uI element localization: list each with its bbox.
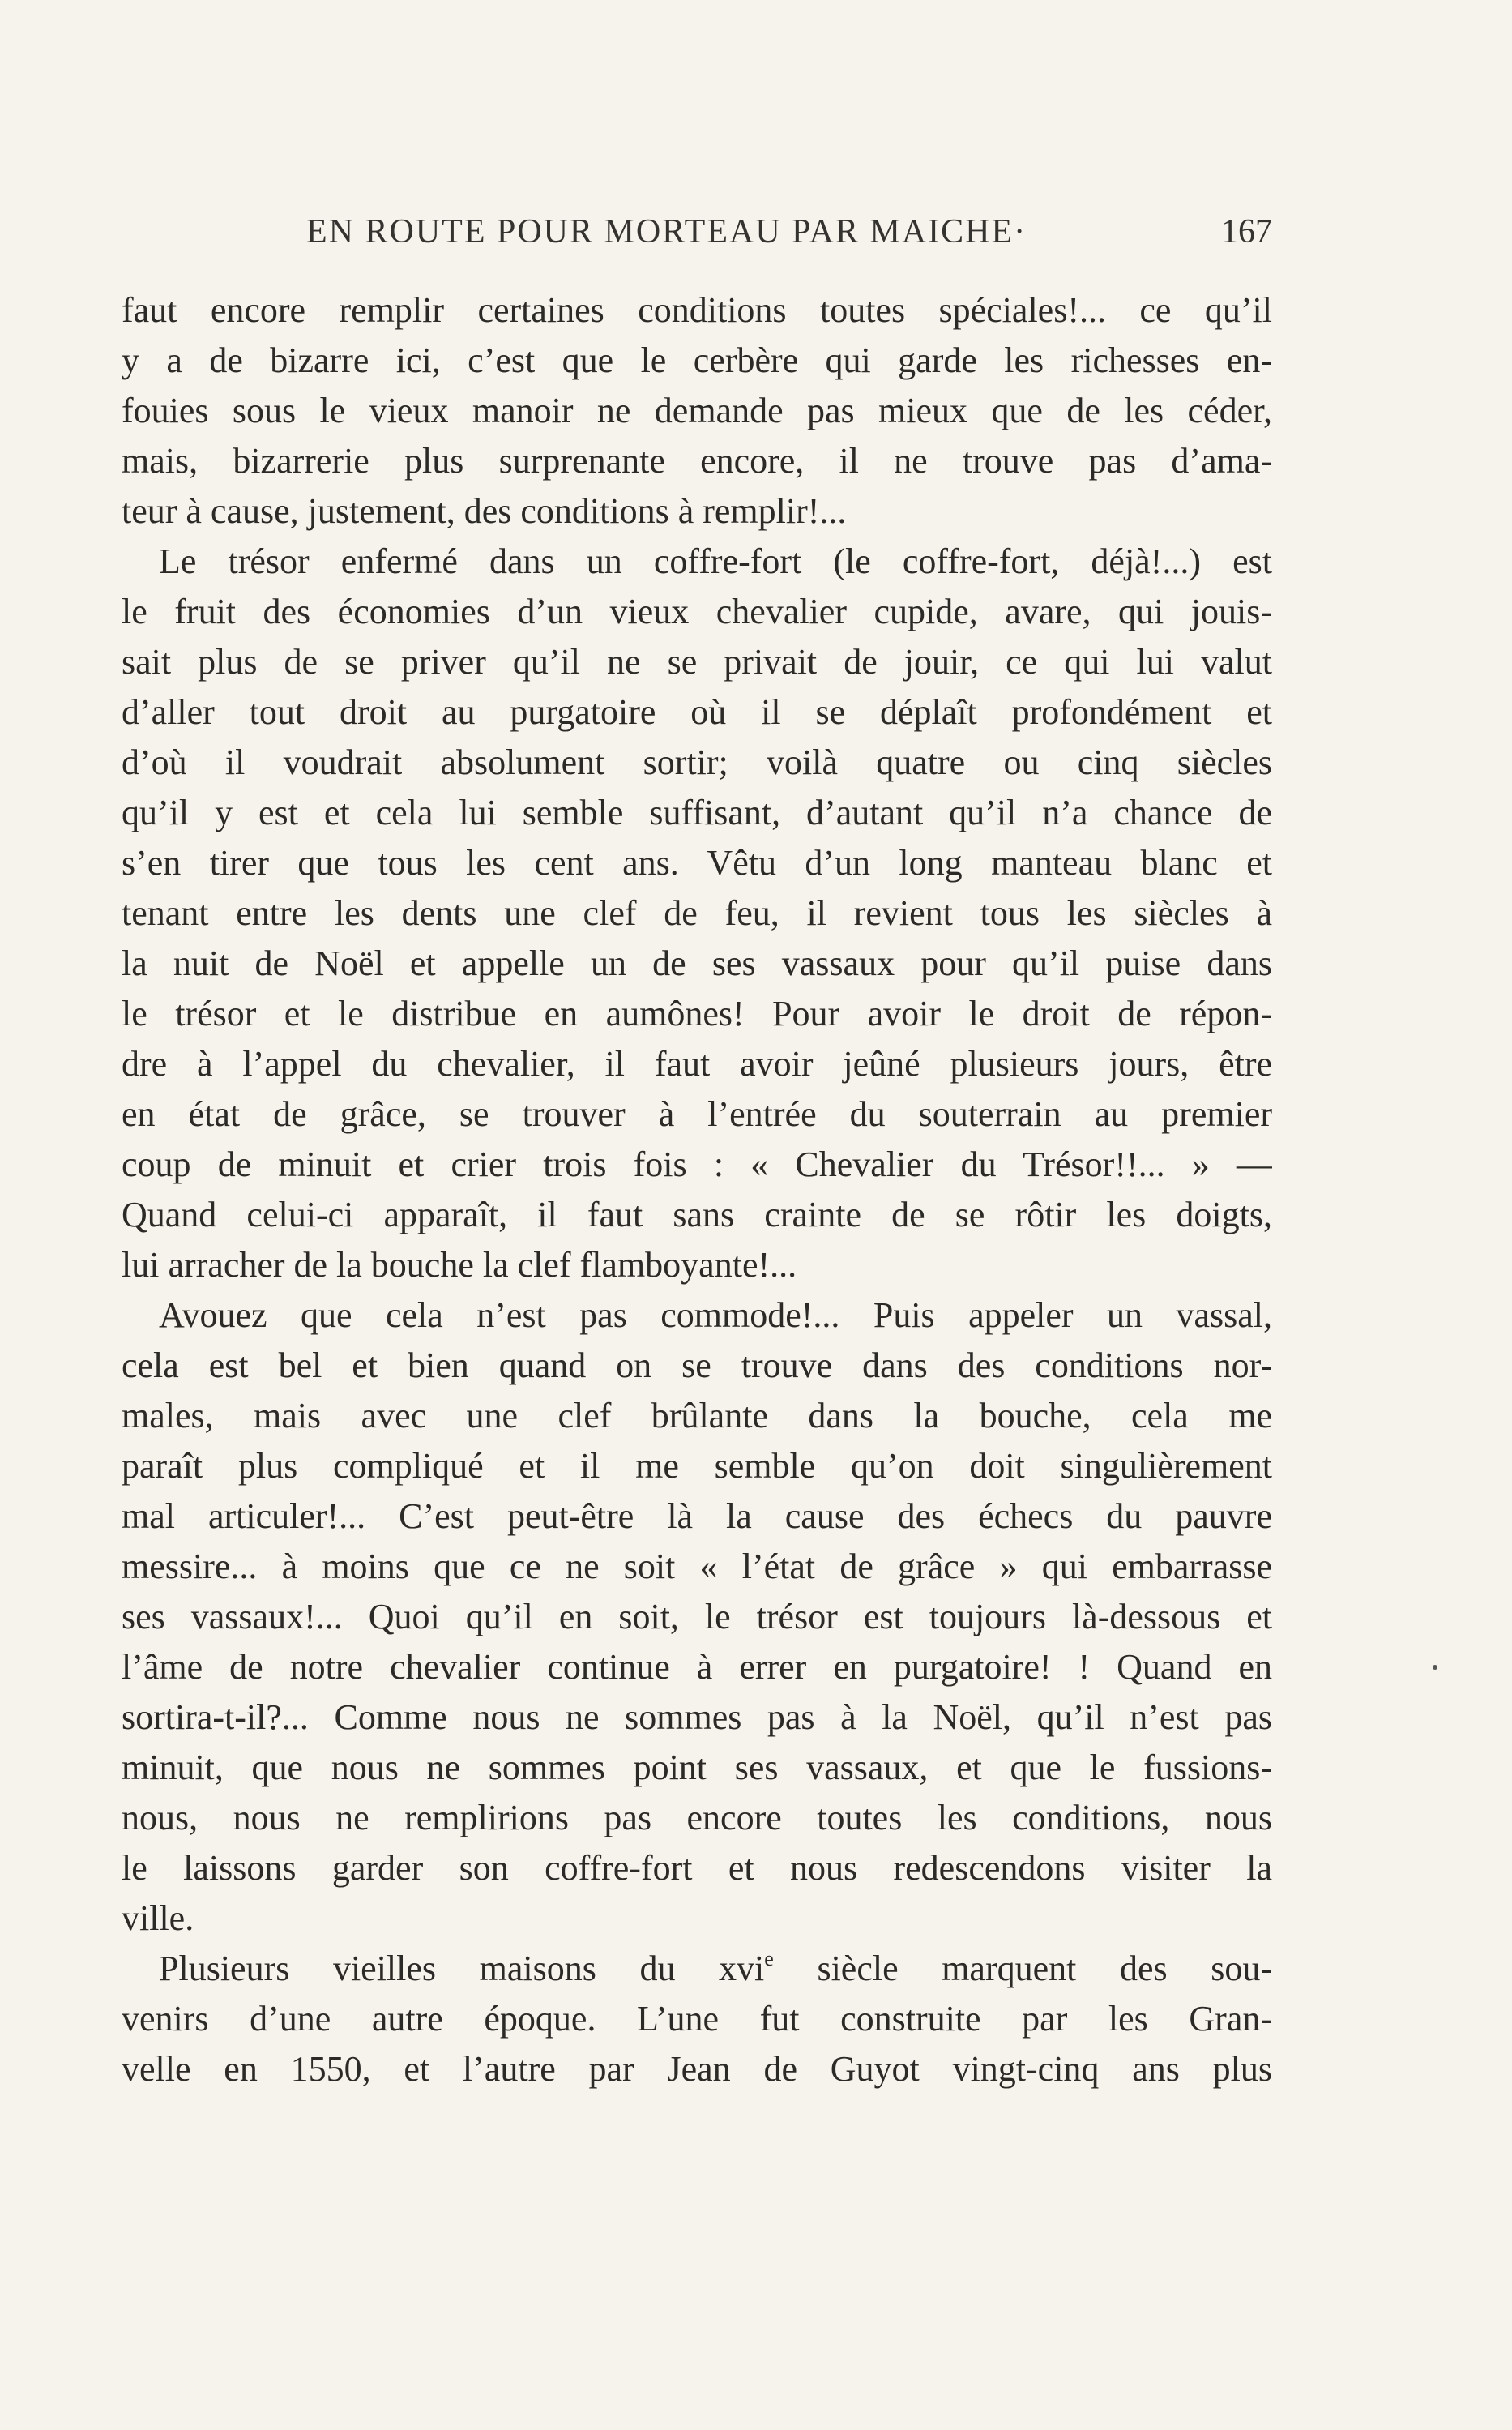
text-fragment: Plusieurs vieilles maisons du xvi	[159, 1949, 765, 1988]
text-line: y a de bizarre ici, c’est que le cerbère qui garde les richesses en-	[122, 340, 1272, 380]
text-line: ses vassaux!... Quoi qu’il en soit, le trésor est toujours là-dessous et	[122, 1597, 1272, 1636]
text-line: d’où il voudrait absolument sortir; voilà quatre ou cinq siècles	[122, 742, 1272, 782]
text-line: males, mais avec une clef brûlante dans la bouche, cela me	[122, 1396, 1272, 1435]
text-line	[122, 1944, 1272, 1994]
body-text	[122, 285, 1272, 2094]
margin-dot	[1433, 1665, 1437, 1670]
text-line: d’aller tout droit au purgatoire où il se déplaît profondément et	[122, 692, 1272, 732]
text-line: Le trésor enfermé dans un coffre-fort (le coffre-fort, déjà!...) est	[159, 541, 1272, 581]
text-line: ville.	[122, 1898, 194, 1938]
text-line: tenant entre les dents une clef de feu, il revient tous les siècles à	[122, 893, 1272, 933]
text-line: le trésor et le distribue en aumônes! Pour avoir le droit de répon-	[122, 994, 1272, 1033]
page-number: 167	[1221, 213, 1272, 250]
text-line: faut encore remplir certaines conditions toutes spéciales!... ce qu’il	[122, 290, 1272, 330]
text-line: la nuit de Noël et appelle un de ses vassaux pour qu’il puise dans	[122, 943, 1272, 983]
text-line: messire... à moins que ce ne soit « l’état de grâce » qui embarrasse	[122, 1547, 1272, 1586]
text-line: le laissons garder son coffre-fort et nous redescendons visiter la	[122, 1848, 1272, 1888]
running-title: EN ROUTE POUR MORTEAU PAR MAICHE·	[306, 213, 1027, 250]
text-line: venirs d’une autre époque. L’une fut construite par les Gran-	[122, 1999, 1272, 2039]
text-line: teur à cause, justement, des conditions à remplir!...	[122, 491, 847, 531]
text-line: dre à l’appel du chevalier, il faut avoir jeûné plusieurs jours, être	[122, 1044, 1272, 1084]
text-line: mais, bizarrerie plus surprenante encore, il ne trouve pas d’ama-	[122, 441, 1272, 481]
text-line: paraît plus compliqué et il me semble qu’on doit singulièrement	[122, 1446, 1272, 1486]
text-line: sortira-t-il?... Comme nous ne sommes pas à la Noël, qu’il n’est pas	[122, 1697, 1272, 1737]
text-line: Avouez que cela n’est pas commode!... Puis appeler un vassal,	[159, 1295, 1272, 1335]
text-line: minuit, que nous ne sommes point ses vassaux, et que le fussions-	[122, 1748, 1272, 1787]
text-line: qu’il y est et cela lui semble suffisant, d’autant qu’il n’a chance de	[122, 793, 1272, 832]
running-header	[122, 212, 1272, 261]
text-fragment: siècle marquent des sou-	[773, 1949, 1272, 1988]
text-line: en état de grâce, se trouver à l’entrée du souterrain au premier	[122, 1094, 1272, 1134]
text-line: s’en tirer que tous les cent ans. Vêtu d’un long manteau blanc et	[122, 843, 1272, 883]
text-line: mal articuler!... C’est peut-être là la cause des échecs du pauvre	[122, 1496, 1272, 1536]
text-line: sait plus de se priver qu’il ne se privait de jouir, ce qui lui valut	[122, 642, 1272, 682]
text-line: fouies sous le vieux manoir ne demande pas mieux que de les céder,	[122, 391, 1272, 430]
text-line: le fruit des économies d’un vieux chevalier cupide, avare, qui jouis-	[122, 592, 1272, 631]
text-line: velle en 1550, et l’autre par Jean de Guyot vingt-cinq ans plus	[122, 2049, 1272, 2089]
text-line: cela est bel et bien quand on se trouve dans des conditions nor-	[122, 1345, 1272, 1385]
text-line: lui arracher de la bouche la clef flamboyante!...	[122, 1245, 797, 1285]
text-line: l’âme de notre chevalier continue à errer en purgatoire! ! Quand en	[122, 1647, 1272, 1687]
text-line: Quand celui-ci apparaît, il faut sans crainte de se rôtir les doigts,	[122, 1195, 1272, 1234]
text-line: coup de minuit et crier trois fois : « Chevalier du Trésor!!... » —	[122, 1144, 1272, 1184]
text-line: nous, nous ne remplirions pas encore toutes les conditions, nous	[122, 1798, 1272, 1837]
superscript: e	[764, 1947, 774, 1970]
